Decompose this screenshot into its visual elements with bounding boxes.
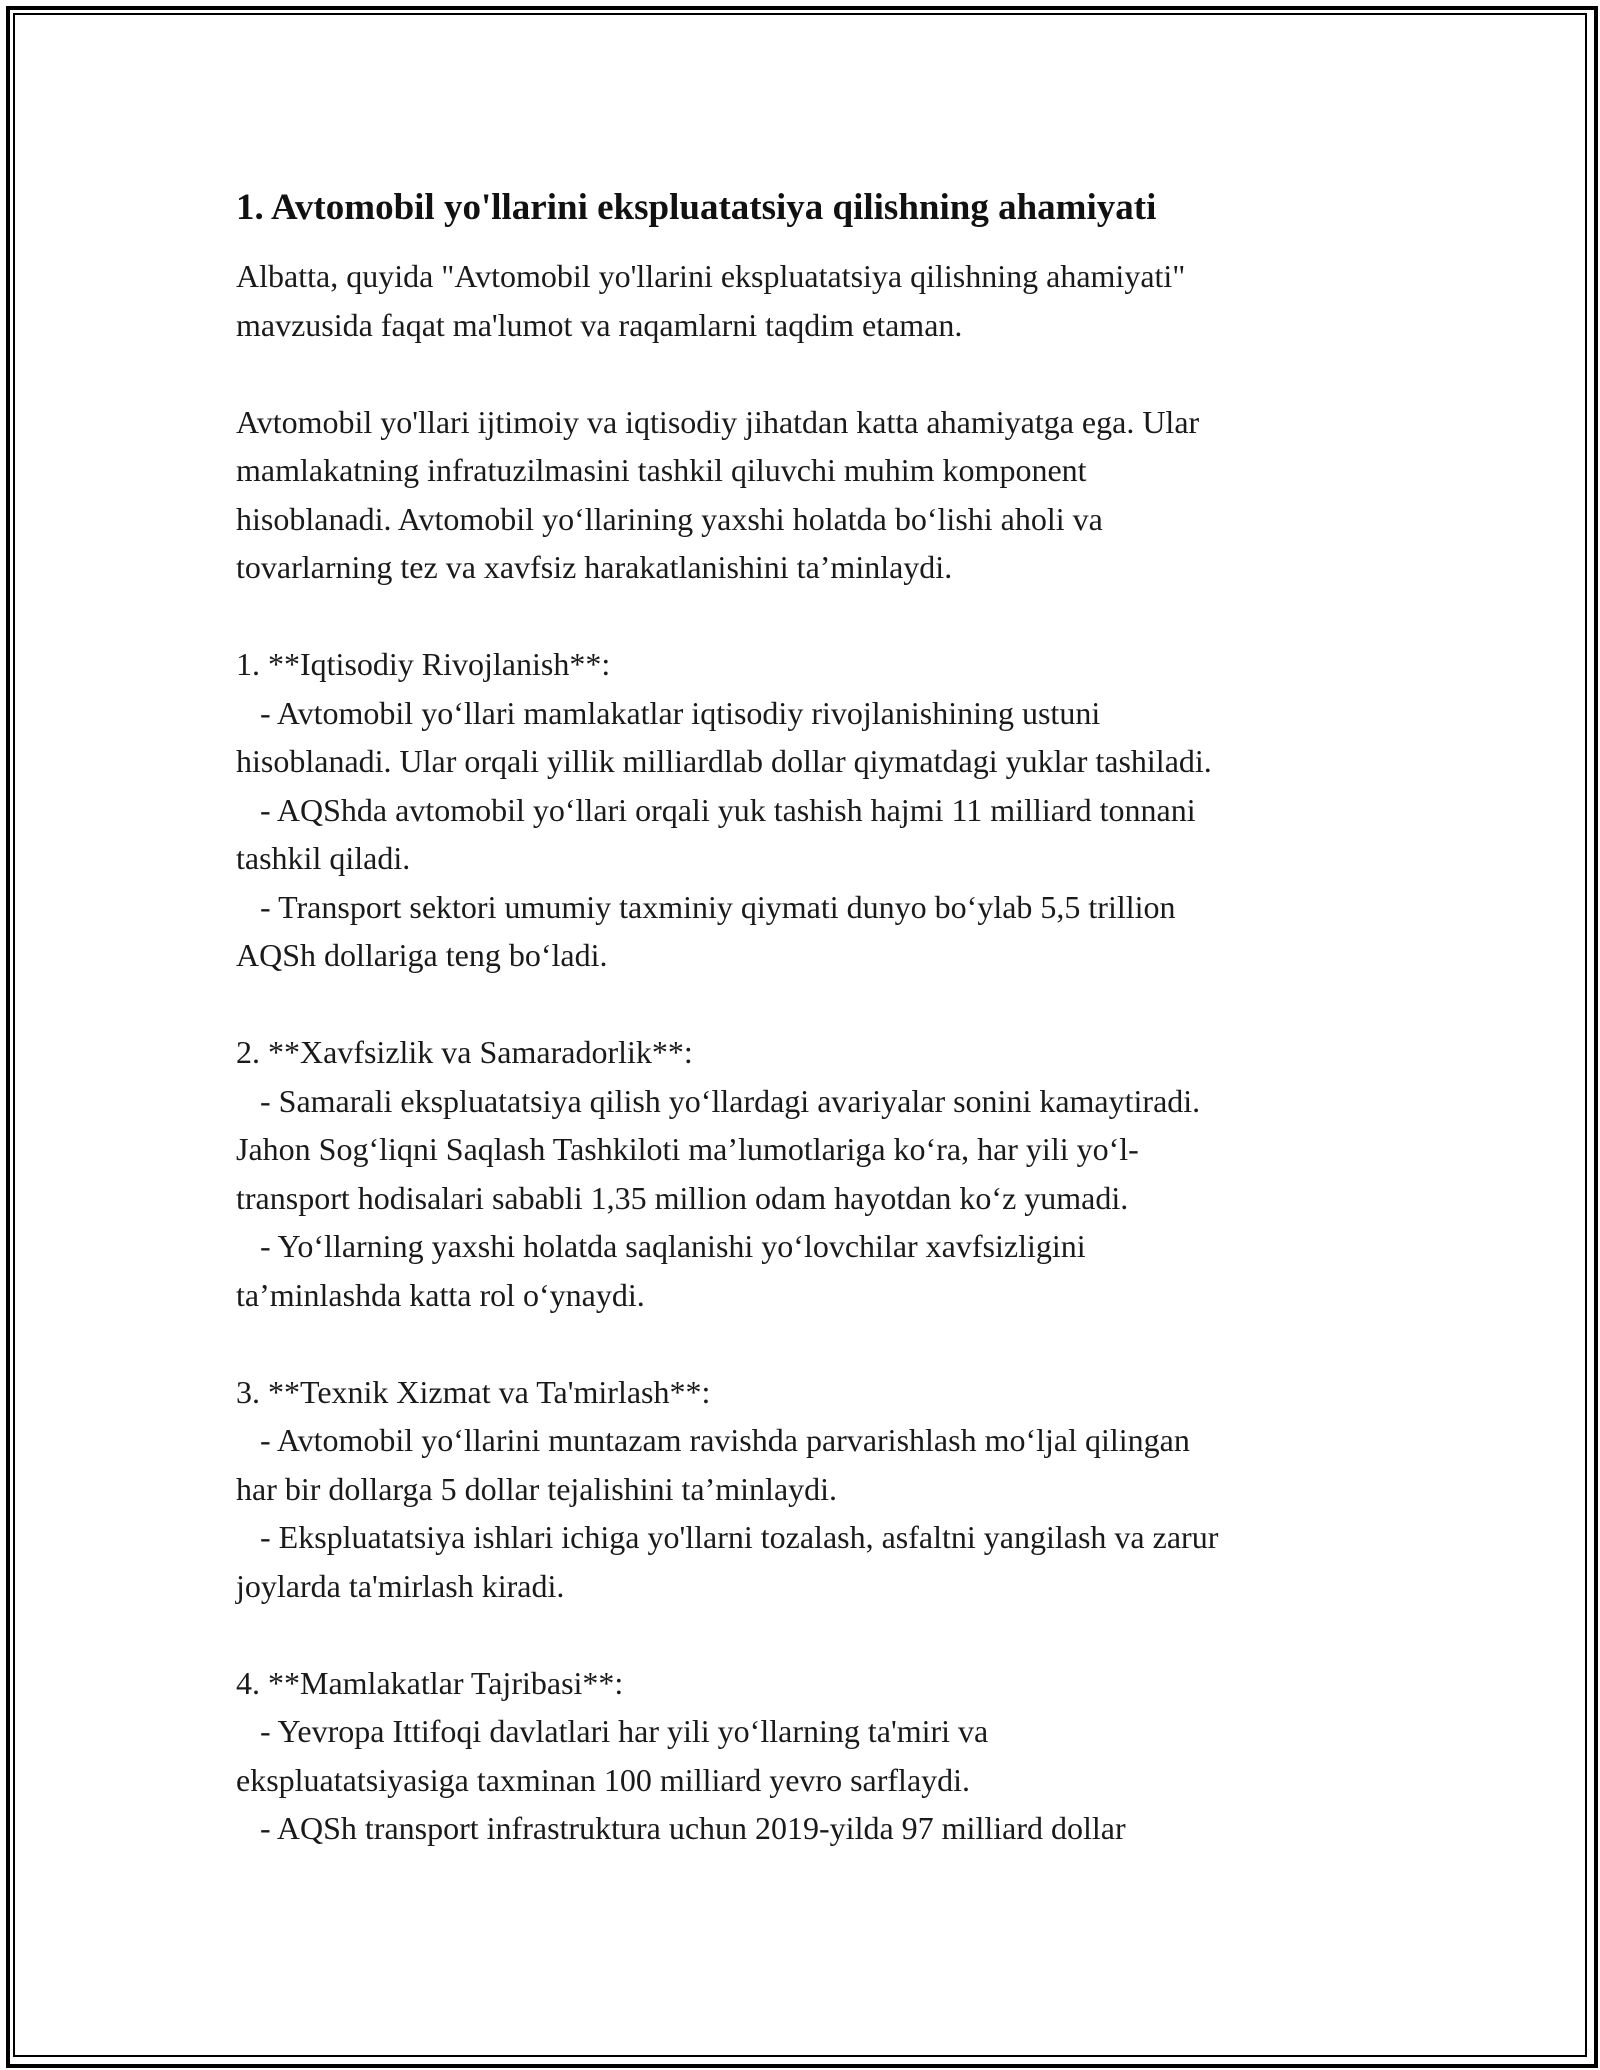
section-economic-development: 1. **Iqtisodiy Rivojlanish**: - Avtomobil yo‘llari mamlakatlar iqtisodiy rivojlanishining ustuni hisoblanadi. Ular orqali yillik milliardlab dollar qiymatdagi yuklar tashiladi. - AQShda avtomobil yo‘llari orqali yuk tashish hajmi 11 milliard tonnani tashkil qiladi. - Transport sektori umumiy taxminiy qiymati dunyo bo‘ylab 5,5 trillion AQSh dollariga teng bo‘ladi. [236, 646, 1212, 973]
section-maintenance-repair: 3. **Texnik Xizmat va Ta'mirlash**: - Avtomobil yo‘llarini muntazam ravishda parvarishlash mo‘ljal qilingan har bir dollarga 5 dollar tejalishini ta’minlaydi. - Ekspluatatsiya ishlari ichiga yo'llarni tozalash, asfaltni yangilash va zarur joylarda ta'mirlash kiradi. [236, 1373, 1219, 1604]
paragraph-gap [236, 1319, 1376, 1368]
paragraph-gap [236, 349, 1376, 398]
overview-paragraph: Avtomobil yo'llari ijtimoiy va iqtisodiy jihatdan katta ahamiyatga ega. Ular mamlakatning infratuzilmasini tashkil qiluvchi muhim komponent hisoblanadi. Avtomobil yo‘llarining yaxshi holatda bo‘lishi aholi va tovarlarning tez va xavfsiz harakatlanishini ta’minlaydi. [236, 403, 1200, 585]
paragraph-gap [236, 1610, 1376, 1659]
document-title: 1. Avtomobil yo'llarini ekspluatatsiya qilishning ahamiyati [236, 187, 1157, 228]
section-safety-efficiency: 2. **Xavfsizlik va Samaradorlik**: - Samarali ekspluatatsiya qilish yo‘llardagi avariyalar sonini kamaytiradi. Jahon Sog‘liqni Saqlash Tashkiloti ma’lumotlariga ko‘ra, har yili yo‘l- transport hodisalari sababli 1,35 million odam hayotdan ko‘z yumadi. - Yo‘llarning yaxshi holatda saqlanishi yo‘lovchilar xavfsizligini ta’minlashda katta rol o‘ynaydi. [236, 1034, 1201, 1313]
paragraph-gap [236, 592, 1376, 641]
section-country-experience: 4. **Mamlakatlar Tajribasi**: - Yevropa Ittifoqi davlatlari har yili yo‘llarning ta'miri va ekspluatatsiyasiga taxminan 100 milliard yevro sarflaydi. - AQSh transport infrastruktura uchun 2019-yilda 97 milliard dollar [236, 1664, 1126, 1846]
intro-paragraph: Albatta, quyida "Avtomobil yo'llarini ekspluatatsiya qilishning ahamiyati" mavzusida faqat ma'lumot va raqamlarni taqdim etaman. [236, 258, 1186, 343]
paragraph-gap [236, 980, 1376, 1029]
document-body [236, 186, 1376, 1853]
